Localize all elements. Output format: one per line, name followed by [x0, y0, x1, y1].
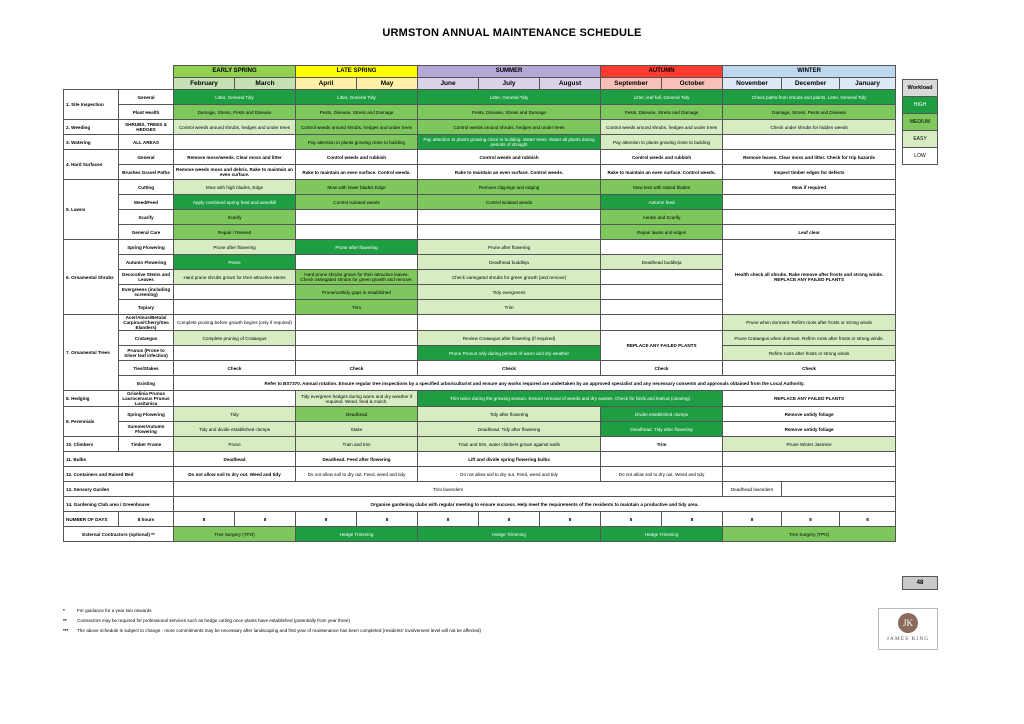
task-cell: Train and trim — [296, 437, 418, 452]
task-cell — [296, 331, 418, 346]
days-cell: 8 — [418, 512, 479, 527]
task-cell: Trim twice during the growing season. Ensure removal of weeds and dry wastes. Check for birds and leafcut (clearing) — [418, 391, 723, 407]
task-cell: Remove leaves. Clear moss and litter. Check for trip hazards — [723, 150, 896, 165]
task-cell: Deadhead lavenders — [723, 482, 782, 497]
days-cell: 8 — [840, 512, 896, 527]
section-label: 7. Ornamental Trees — [64, 315, 119, 391]
corner-cell — [64, 66, 174, 78]
task-cell: Scarify — [174, 210, 296, 225]
task-cell: Damage, Stress, Pests and Disease — [174, 105, 296, 120]
task-label: Evergreens (including screening) — [119, 285, 174, 300]
task-cell: Check under shrubs for hidden weeds — [723, 120, 896, 135]
days-cell: 8 — [540, 512, 601, 527]
task-cell: Deadhead. Tidy after flowering — [418, 422, 601, 437]
task-cell — [296, 255, 418, 270]
task-cell: Remove moss/weeds. Clear moss and litter — [174, 150, 296, 165]
task-cell: Hard prune shrubs grown for their attractive leaves. Check variegated shrubs for green growth and remove. — [296, 270, 418, 285]
task-cell — [723, 195, 896, 210]
task-label: Scarify — [119, 210, 174, 225]
task-cell: Deadhead. Tidy after flowering — [601, 422, 723, 437]
workload-legend — [902, 79, 938, 165]
task-label: Existing — [119, 376, 174, 391]
month-header: February — [174, 78, 235, 90]
task-label: Topiary — [119, 300, 174, 315]
maintenance-schedule-table — [63, 65, 896, 542]
month-header: January — [840, 78, 896, 90]
task-cell — [723, 210, 896, 225]
task-cell — [601, 300, 723, 315]
task-cell — [723, 452, 896, 467]
section-label: External Contractors (optional) ** — [64, 527, 174, 542]
total-days: 48 — [902, 576, 938, 590]
task-cell — [174, 300, 296, 315]
season-winter: WINTER — [723, 66, 896, 78]
task-label: Crataegus — [119, 331, 174, 346]
task-cell: Do not allow soil to dry out. Feed, weed and tidy — [418, 467, 601, 482]
task-cell — [723, 135, 896, 150]
days-cell: 8 — [174, 512, 235, 527]
task-cell: Complete pruning before growth begins (only if required) — [174, 315, 296, 331]
task-cell: Inspect timber edges for defects — [723, 165, 896, 180]
task-cell: Check — [296, 361, 418, 376]
task-cell — [601, 285, 723, 300]
task-cell: Trim lavenders — [174, 482, 723, 497]
task-cell: Complete pruning of Crataegus — [174, 331, 296, 346]
month-header: October — [662, 78, 723, 90]
task-cell: Check — [418, 361, 601, 376]
task-cell: Prune — [174, 255, 296, 270]
legend-header: Workload — [903, 80, 938, 97]
task-cell: Pay attention to plants growing close to building — [296, 135, 418, 150]
task-label: General — [119, 90, 174, 105]
task-cell — [601, 240, 723, 255]
task-cell: Mow with high blades, Edge — [174, 180, 296, 195]
month-header: September — [601, 78, 662, 90]
task-label: Spring Flowering — [119, 240, 174, 255]
task-cell: Prune/cut/tidy gaps in established — [296, 285, 418, 300]
task-cell: Divide established clumps — [601, 407, 723, 422]
task-cell: Check paths from shrubs and plants, Litter, General Tidy — [723, 90, 896, 105]
task-cell: Deadhead buddleja — [601, 255, 723, 270]
task-cell: Prune Prunus only during periods of warm and dry weather — [418, 346, 601, 361]
task-label: ALL AREAS — [119, 135, 174, 150]
task-cell: Control isolated weeds — [418, 195, 601, 210]
task-cell: Deadhead. Feed after flowering — [296, 452, 418, 467]
task-cell: Prune Crataegus when dormant. Refirm roots after frosts or strong winds. — [723, 331, 896, 346]
task-cell: Pests, Disease, Stress and Damage — [296, 105, 418, 120]
task-cell: Mow less with raised blades — [601, 180, 723, 195]
task-label: Griselinia Prunus Laurocerasus Prunus Lusitanica — [119, 391, 174, 407]
section-label: 13. Sensory Garden — [64, 482, 174, 497]
task-cell: Tree Surgery (TPO) — [174, 527, 296, 542]
task-cell: Rake to maintain an even surface. Control weeds. — [418, 165, 601, 180]
task-cell: Litter, General Tidy — [296, 90, 418, 105]
task-cell: Tree Surgery (TPO) — [723, 527, 896, 542]
task-cell: Control weeds around shrubs, hedges and under trees — [601, 120, 723, 135]
task-cell — [723, 467, 896, 482]
task-cell: Control weeds and rubbish — [296, 150, 418, 165]
task-cell: Do not allow soil to dry out. Weed and tidy — [601, 467, 723, 482]
task-cell: Pests, Disease, Stress and Damage — [418, 105, 601, 120]
task-cell: Pay attention to plants growing close to building. Water trees. Water all plants during periods of drought — [418, 135, 601, 150]
task-label: Timber Frame — [119, 437, 174, 452]
task-label: Cutting — [119, 180, 174, 195]
page-title: URMSTON ANNUAL MAINTENANCE SCHEDULE — [382, 27, 642, 39]
task-cell — [418, 225, 601, 240]
task-cell: Remove clippings and edging — [418, 180, 601, 195]
task-label: Brushes Gravel Paths — [119, 165, 174, 180]
task-cell: Deadhead — [296, 407, 418, 422]
task-label: SHRUBS, TREES & HEDGES — [119, 120, 174, 135]
corner-cell — [64, 78, 174, 90]
section-label: 3. Watering — [64, 135, 119, 150]
task-cell: Litter, leaf fall, General Tidy — [601, 90, 723, 105]
task-cell: Repair / Reseed — [174, 225, 296, 240]
section-label: 9. Perennials — [64, 407, 119, 437]
section-label: 12. Containers and Raised Bed — [64, 467, 174, 482]
days-cell: 8 — [662, 512, 723, 527]
legend-low: LOW — [903, 148, 938, 165]
section-label: 14. Gardening Club area / Greenhouse — [64, 497, 174, 512]
task-cell — [601, 452, 723, 467]
task-cell: Prune after flowering — [174, 240, 296, 255]
month-header: November — [723, 78, 782, 90]
task-cell: Prune when dormant. Refirm roots after frosts or strong winds — [723, 315, 896, 331]
task-cell: Deadhead buddleja — [418, 255, 601, 270]
legend-medium: MEDIUM — [903, 114, 938, 131]
days-cell: 8 — [357, 512, 418, 527]
task-label: Spring Flowering — [119, 407, 174, 422]
task-cell: REPLACE ANY FAILED PLANTS — [601, 331, 723, 361]
task-cell: Litter, General Tidy — [418, 90, 601, 105]
task-cell: Control weeds and rubbish — [601, 150, 723, 165]
task-label: Decorative Stems and Leaves — [119, 270, 174, 285]
task-cell: Remove weeds moss and debris. Rake to maintain an even surface. — [174, 165, 296, 180]
task-cell: Do not allow soil to dry out. Feed, weed and tidy — [296, 467, 418, 482]
task-cell: Tidy evergreen hedges during warm and dry weather if required. Weed, feed & mulch. — [296, 391, 418, 407]
legend-easy: EASY — [903, 131, 938, 148]
days-cell: 8 — [235, 512, 296, 527]
company-logo — [878, 608, 938, 650]
task-label: Ties/Stakes — [119, 361, 174, 376]
task-cell: Repair lawns and edges — [601, 225, 723, 240]
task-cell: Pests, Disease, Stress and Damage — [601, 105, 723, 120]
section-label: 2. Weeding — [64, 120, 119, 135]
task-cell — [418, 210, 601, 225]
task-cell: Trim — [418, 300, 601, 315]
task-cell: Check variegated shrubs for green growth (and remove) — [418, 270, 601, 285]
month-header: June — [418, 78, 479, 90]
task-cell: Check — [601, 361, 723, 376]
task-cell: Lift and divide spring flowering bulbs — [418, 452, 601, 467]
task-cell — [296, 315, 418, 331]
task-cell: Check — [723, 361, 896, 376]
month-header: April — [296, 78, 357, 90]
month-header: August — [540, 78, 601, 90]
month-header: December — [782, 78, 840, 90]
task-cell: Pay attention to plants growing close to building — [601, 135, 723, 150]
task-cell — [174, 135, 296, 150]
season-summer: SUMMER — [418, 66, 601, 78]
task-cell — [174, 285, 296, 300]
days-cell: 8 — [296, 512, 357, 527]
task-cell: Mow if required — [723, 180, 896, 195]
legend-high: HIGH — [903, 97, 938, 114]
days-cell: 8 — [601, 512, 662, 527]
task-cell: Hedge Trimming — [296, 527, 418, 542]
task-label: Plant Health — [119, 105, 174, 120]
task-cell: Apply combined spring feed and weedkill — [174, 195, 296, 210]
task-cell: Tidy after flowering — [418, 407, 601, 422]
task-cell: Refer to BS7370. Annual rotation. Ensure regular tree inspections by a specified arboriculturist and ensure any works required are undertaken by an approved specialist and any necessary consents and approvals obtained from the Local Authority. — [174, 376, 896, 391]
task-cell — [296, 346, 418, 361]
task-cell: Train and trim, water climbers grown against walls — [418, 437, 601, 452]
logo-name: JAMES KING — [886, 636, 930, 642]
task-cell — [174, 391, 296, 407]
task-cell: Tidy evergreens — [418, 285, 601, 300]
task-cell: Hedge Trimming — [418, 527, 601, 542]
task-cell: Remove untidy foliage — [723, 407, 896, 422]
task-cell: Stake — [296, 422, 418, 437]
task-cell: Prune — [174, 437, 296, 452]
task-cell: Litter, General Tidy — [174, 90, 296, 105]
task-cell: Trim — [601, 437, 723, 452]
task-cell: Autumn feed — [601, 195, 723, 210]
section-label: 4. Hard Surfaces — [64, 150, 119, 180]
season-early-spring: EARLY SPRING — [174, 66, 296, 78]
task-cell: Refirm roots after frosts or strong winds — [723, 346, 896, 361]
task-label: General — [119, 150, 174, 165]
task-label: Prunus (Prone to Silver leaf infection) — [119, 346, 174, 361]
task-label: General Care — [119, 225, 174, 240]
task-cell: Hard prune shrubs grown for their attractive stems — [174, 270, 296, 285]
task-label: Acer/Alnus/Betula/ Carpinus/Cherry/Sea Elanders) — [119, 315, 174, 331]
task-cell: Aerate and Scarify — [601, 210, 723, 225]
task-cell — [782, 482, 896, 497]
footnotes — [63, 606, 481, 636]
month-header: July — [479, 78, 540, 90]
task-cell: Control isolated weeds — [296, 195, 418, 210]
section-label: 1. Site Inspection — [64, 90, 119, 120]
task-cell: Control weeds around shrubs, hedges and under trees — [296, 120, 418, 135]
task-cell: Prune after flowering — [296, 240, 418, 255]
task-cell: Rake to maintain an even surface. Control weeds. — [601, 165, 723, 180]
section-label: NUMBER OF DAYS — [64, 512, 119, 527]
task-cell — [601, 270, 723, 285]
task-cell: Tidy and divide established clumps — [174, 422, 296, 437]
days-cell: 8 — [782, 512, 840, 527]
task-cell: Control weeds around shrubs, hedges and under trees — [418, 120, 601, 135]
section-label: 10. Climbers — [64, 437, 119, 452]
season-autumn: AUTUMN — [601, 66, 723, 78]
task-cell: REPLACE ANY FAILED PLANTS — [723, 391, 896, 407]
days-cell: 8 — [723, 512, 782, 527]
task-cell — [601, 315, 723, 331]
month-header: May — [357, 78, 418, 90]
days-cell: 8 — [479, 512, 540, 527]
footnote: * For guidance for a year two onwards — [63, 608, 152, 613]
section-label: 6. Ornamental Shrubs — [64, 240, 119, 315]
task-label: 8 hours — [119, 512, 174, 527]
task-cell — [174, 346, 296, 361]
task-cell: Deadhead — [174, 452, 296, 467]
task-cell: Trim — [296, 300, 418, 315]
task-cell: Control weeds around shrubs, hedges and under trees — [174, 120, 296, 135]
task-cell: Remove untidy foliage — [723, 422, 896, 437]
task-cell: Hedge Trimming — [601, 527, 723, 542]
month-header: March — [235, 78, 296, 90]
task-cell: Tidy — [174, 407, 296, 422]
task-cell: Rake to maintain an even surface. Control weeds. — [296, 165, 418, 180]
footnote: *** The above schedule is subject to change - more commitments may be necessary after landscaping and first year of maintenance has been completed (residents' involvement level will not be affected) — [63, 628, 481, 633]
footnote: ** Contractors may be required for professional services such as hedge cutting once plants have established (potentially from year three) — [63, 618, 350, 623]
task-cell: Control weeds and rubbish — [418, 150, 601, 165]
task-label: Weed/Feed — [119, 195, 174, 210]
season-late-spring: LATE SPRING — [296, 66, 418, 78]
task-cell: Do not allow soil to dry out. Weed and tidy — [174, 467, 296, 482]
task-cell: Leaf clear — [723, 225, 896, 240]
task-cell — [418, 315, 601, 331]
task-cell: Organise gardening clubs with regular meeting to ensure success. Help meet the requirements of the residents to maintain a productive and tidy area. — [174, 497, 896, 512]
task-cell: Prune after flowering — [418, 240, 601, 255]
task-cell: Prune Winter Jasmine — [723, 437, 896, 452]
task-cell: Mow with lower blades Edge — [296, 180, 418, 195]
task-cell: Check — [174, 361, 296, 376]
task-label: Summer/Autumn Flowering — [119, 422, 174, 437]
logo-monogram: JK — [898, 613, 918, 633]
task-cell: Health check all shrubs. Rake remove after frosts and strong winds. REPLACE ANY FAILED PLANTS — [723, 240, 896, 315]
task-label: Autumn Flowering — [119, 255, 174, 270]
task-cell: Review Crataegus after flowering (if required) — [418, 331, 601, 346]
task-cell: Damage, Stress, Pests and Disease — [723, 105, 896, 120]
section-label: 5. Lawns — [64, 180, 119, 240]
task-cell — [296, 210, 418, 225]
section-label: 8. Hedging — [64, 391, 119, 407]
section-label: 11. Bulbs — [64, 452, 174, 467]
task-cell — [296, 225, 418, 240]
